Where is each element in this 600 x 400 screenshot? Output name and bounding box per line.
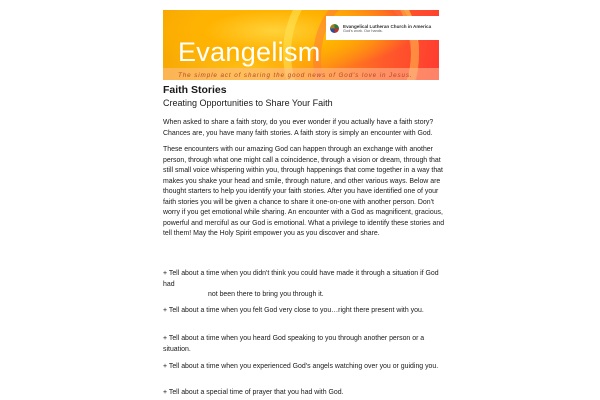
prompt-item: + Tell about a time when you experienced God's angels watching over you or guiding you. — [163, 363, 439, 370]
prompt-item: + Tell about a time when you felt God very close to you…right there present with you. — [163, 307, 424, 314]
prompt-text: + Tell about a time when you didn't think you could have made it through a situation if God had — [163, 270, 439, 288]
body-paragraph: These encounters with our amazing God can happen through an exchange with another person, through what one might call a coincidence, through a vision or dream, through that still small voice whispering within you, through happenings that come together in a way that makes you shake your head and smile, through nature, and other various ways. Below are thought starters to help you identify your faith stories. After you have identified one of your faith stories you will be given a chance to share it one-on-one with another person. Don't worry if you get emotional while sharing. An encounter with a God as magnificent, gracious, powerful and merciful as our God is emotional. What a privilege to identify these stories and tell them! May the Holy Spirit empower you as you discover and share. — [163, 146, 445, 237]
page-title: Faith Stories — [163, 84, 227, 96]
prompt-item: + Tell about a special time of prayer that you had with God. — [163, 389, 344, 396]
logo-name: Evangelical Lutheran Church in America — [343, 23, 432, 29]
prompt-item — [163, 269, 448, 301]
prompt-item: + Tell about a time when you heard God speaking to you through another person or a situation. — [163, 335, 425, 353]
intro-paragraph: When asked to share a faith story, do you ever wonder if you actually have a faith story? Chances are, you have many faith stories. A faith story is simply an encounter with God. — [163, 119, 434, 137]
elca-logo — [326, 16, 439, 40]
page-subtitle: Creating Opportunities to Share Your Faith — [163, 98, 333, 108]
prompt-continuation: not been there to bring you through it. — [208, 291, 324, 298]
elca-cross-icon — [330, 24, 339, 33]
banner-title: Evangelism — [178, 37, 321, 67]
evangelism-banner — [163, 10, 439, 80]
logo-motto: God's work. Our hands. — [343, 28, 383, 33]
banner-tagline: The simple act of sharing the good news of God's love in Jesus. — [178, 72, 413, 79]
